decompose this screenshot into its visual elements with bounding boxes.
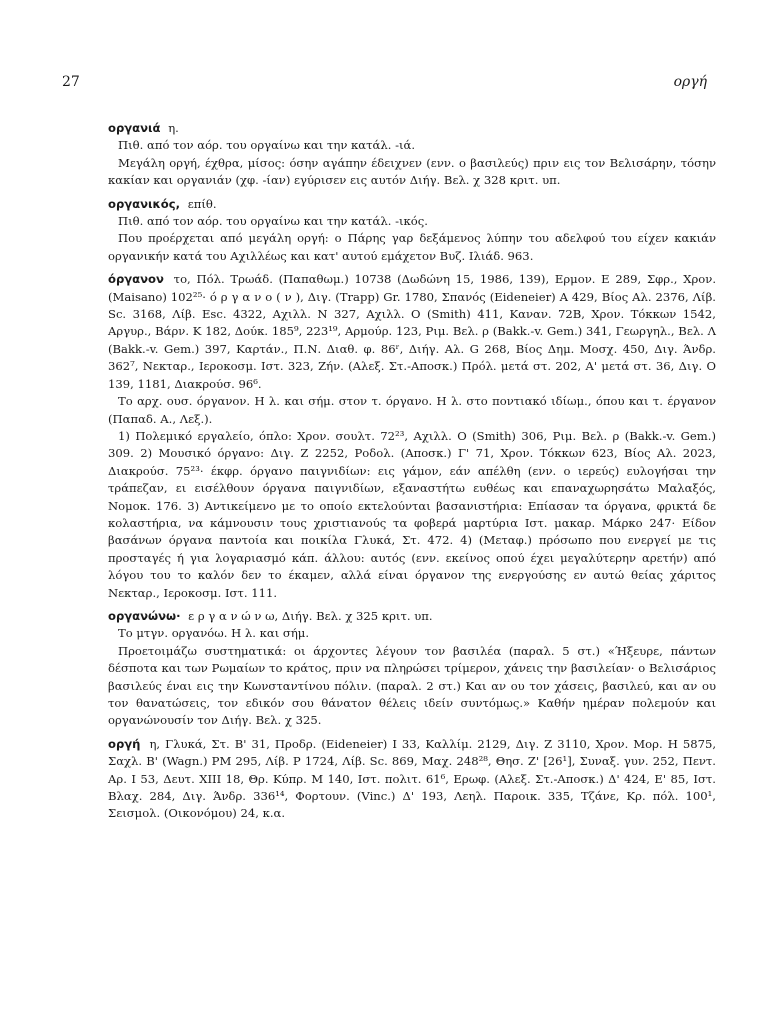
- page-number: 27: [62, 74, 80, 90]
- entry-organikos: [108, 196, 716, 266]
- definition: Που προέρχεται από μεγάλη οργή: ο Πάρης γαρ δεξάμενος λύπην του αδελφού του είχεν κακιάν οργανικήν κατά του Αχιλλέως και κατ' αυτού εμάχετον Βυζ. Ιλιάδ. 963.: [108, 231, 716, 263]
- headword: οργανικός,: [108, 196, 181, 211]
- dictionary-column: [108, 120, 716, 829]
- headword: όργανον: [108, 272, 164, 287]
- headword: οργή: [108, 736, 141, 751]
- etymology: Το αρχ. ουσ. όργανον. Η λ. και σήμ. στον τ. όργανο. Η λ. στο ποντιακό ιδίωμ., όπου και τ. έργανον (Παπαδ. Α., Λεξ.).: [108, 394, 716, 426]
- citations: Πόλ. Τρωάδ. (Παπαθωμ.) 10738 (Δωδώνη 15, 1986, 139), Ερμον. Ε 289, Σφρ., Χρον. (Maisano) 102²⁵· ό ρ γ α ν ο ( ν ), Διγ. (Trapp) Gr. 1780, Σπανός (Eideneier) Α 429, Βίος Αλ. 2376, Λίβ. Sc. 3168, Λίβ. Esc. 4322, Αχιλλ. Ν 327, Αχιλλ. Ο (Smith) 411, Καναν. 72Β, Χρον. Τόκκων 1542, Αργυρ., Βάρν. Κ 182, Δούκ. 185⁹, 223¹⁹, Αρμούρ. 123, Ριμ. Βελ. ρ (Bakk.-v. Gem.) 341, Γεωργηλ., Βελ. Λ (Bakk.-v. Gem.) 397, Καρτάν., Π.Ν. Διαθ. φ. 86ʳ, Διήγ. Αλ. G 268, Βίος Δημ. Μοσχ. 450, Διγ. Άνδρ. 362⁷, Νεκταρ., Ιεροκοσμ. Ιστ. 323, Ζήν. (Αλεξ. Στ.-Αποσκ.) Πρόλ. μετά στ. 202, Α' μετά στ. 36, Διγ. Ο 139, 1181, Διακρούσ. 96⁶.: [108, 272, 717, 391]
- etymology: Πιθ. από τον αόρ. του οργαίνω και την κατάλ. -ικός.: [118, 214, 428, 229]
- entry-organia: [108, 120, 716, 190]
- grammar-note: ε ρ γ α ν ώ ν ω, Διήγ. Βελ. χ 325 κριτ. υπ.: [188, 608, 433, 623]
- running-head: οργή: [673, 74, 707, 90]
- grammar-note: η.: [168, 121, 179, 135]
- definition: Προετοιμάζω συστηματικά: οι άρχοντες λέγουν τον βασιλέα (παραλ. 5 στ.) «Ήξευρε, πάντων δέσποτα και των Ρωμαίων το κράτος, πριν να πληρώσει τρίμερον, χάνεις την βασιλείαν· ο Βελισάριος βασιλεύς έναι εις την Κωνσταντίνου πόλιν. (παραλ. 2 στ.) Και αν ου τον χάσεις, βασιλεύ, και αν ου τον θανατώσεις, τον εδικόν σου θάνατον θέλεις ιδείν συντόμως.» Καθήν ημέραν πολεμούν και οργανώνουσίν τον Διήγ. Βελ. χ 325.: [108, 643, 716, 728]
- definition: Μεγάλη οργή, έχθρα, μίσος: όσην αγάπην έδειχνεν (ενν. ο βασιλεύς) πριν εις τον Βελισάρην, τόσην κακίαν και οργανιάν (χφ. -ίαν) εγύρισεν εις αυτόν Διήγ. Βελ. χ 328 κριτ. υπ.: [108, 155, 716, 188]
- entry-organono: [108, 608, 716, 730]
- headword: οργανιά: [108, 121, 161, 135]
- grammar-note: επίθ.: [187, 196, 217, 211]
- definition: 1) Πολεμικό εργαλείο, όπλο: Χρον. σουλτ. 72²³, Αχιλλ. Ο (Smith) 306, Ριμ. Βελ. ρ (Bakk.-v. Gem.) 309. 2) Μουσικό όργανο: Διγ. Ζ 2252, Ροδολ. (Αποσκ.) Γ' 71, Χρον. Τόκκων 623, Βίος Αλ. 2023, Διακρούσ. 75²³· έκφρ. όργανο παιγνιδίων: εις γάμον, εάν απέλθη (ενν. ο ιερεύς) ευλογήσαι την τράπεζαν, ει εισέλθουν όργανα παιγνιδίων, εξαναστήτω ευθέως και επαναχωρησάτω Μαλαξός, Νομοκ. 176. 3) Αντικείμενο με το οποίο εκτελούνται βασανιστήρια: Επίασαν τα όργανα, φρικτά δε κολαστήρια, να κάμνουσιν τους χριστιανούς τα φοβερά μαρτύρια Ιστ. μακαρ. Μάρκο 247· Είδον βασάνων όργανα παντοία και ποικίλα Γλυκά, Στ. 472. 4) (Μεταφ.) πρόσωπο που ενεργεί με τις προσταγές ή για λογαριασμό κάπ. άλλου: αυτός (ενν. εκείνος οπού έχει μεγαλύτερην αρετήν) από λόγου του το καλόν δεν το έκαμεν, αλλά είναι όργανον της ενεργούσης εν αυτώ θείας χάριτος Νεκταρ., Ιεροκοσμ. Ιστ. 111.: [108, 428, 716, 600]
- etymology: Πιθ. από τον αόρ. του οργαίνω και την κατάλ. -ιά.: [118, 138, 416, 153]
- etymology: Το μτγν. οργανόω. Η λ. και σήμ.: [118, 626, 310, 641]
- entry-orgi: [108, 736, 716, 823]
- entry-organon: [108, 271, 716, 602]
- grammar-note: το,: [173, 272, 191, 287]
- headword: οργανώνω·: [108, 608, 181, 623]
- citations: Γλυκά, Στ. Β' 31, Προδρ. (Eideneier) Ι 33, Καλλίμ. 2129, Διγ. Ζ 3110, Χρον. Μορ. Η 5875, Σαχλ. Β' (Wagn.) ΡΜ 295, Λίβ. Ρ 1724, Λίβ. Sc. 869, Μαχ. 248²⁸, Θησ. Ζ' [26¹], Συναξ. γυν. 252, Πεντ. Αρ. Ι 53, Δευτ. XIII 18, Θρ. Κύπρ. Μ 140, Ιστ. πολιτ. 61⁶, Ερωφ. (Αλεξ. Στ.-Αποσκ.) Δ' 424, Ε' 85, Ιστ. Βλαχ. 284, Διγ. Άνδρ. 336¹⁴, Φορτουν. (Vinc.) Δ' 193, Λεηλ. Παροικ. 335, Τζάνε, Κρ. πόλ. 100¹, Σεισμολ. (Οικονόμου) 24, κ.α.: [108, 736, 717, 821]
- grammar-note: η,: [149, 736, 161, 751]
